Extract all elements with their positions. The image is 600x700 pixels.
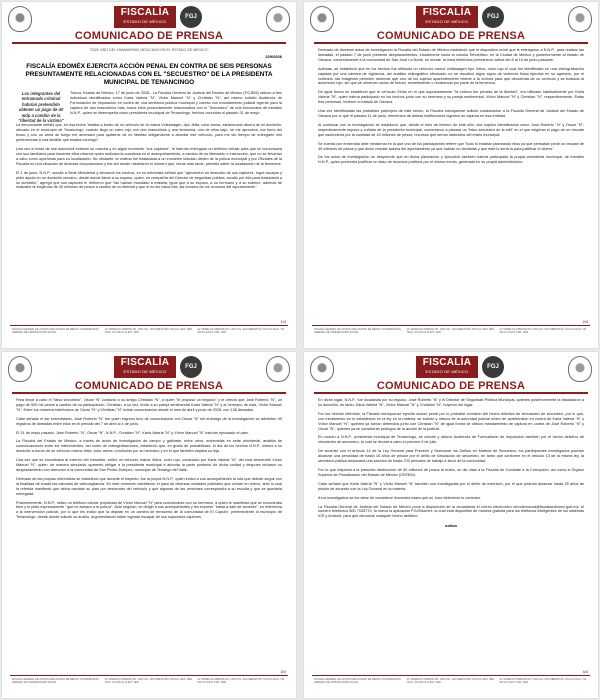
page-body bbox=[318, 48, 584, 169]
fiscalia-logo bbox=[114, 6, 176, 28]
footer-block: AV. MORELOS ORIENTE NO. 1300 COL. SAN SEBASTIÁN TOLUCA, EDO. MÉX. TELS. 722 226 16 11 EXT. 1900 bbox=[104, 328, 193, 334]
page-title: COMUNICADO DE PRENSA bbox=[74, 380, 224, 392]
header bbox=[304, 352, 598, 392]
fiscalia-logo bbox=[114, 356, 176, 378]
paragraph: La denunciante señaló que, en esa fecha "estaba a bordo de un vehículo de la marca Volkswagen, tipo Jetta, color arena, estacionado afuera de mi domicilio, ubicado en el municipio de Tenancingo, cuando llegó un carro rojo con dos masculinos y una femenina, uno de ellos bajó, se me aproximó, me tomó del brazo y con un arma de fuego me amenazó para quitarme de mi libertad obligándome a abordar ese vehículo, para me dio tiempo de entregarle mis pertenencias a una familiar que estaba conmigo". bbox=[16, 123, 282, 143]
lead-section bbox=[16, 91, 282, 123]
page-4 bbox=[304, 352, 598, 698]
footer-block: AV. MORELOS ORIENTE NO. 1300 COL. SAN SEBASTIÁN TOLUCA, EDO. MÉX. TELS. 722 226 16 11 EXT. 1900 bbox=[406, 328, 495, 334]
paragraph: En dicho lugar, N.N.P., fue localizada por su esposo, José Roberto "N" y el Director de Seguridad Pública Municipal, quienes posteriormente la trasladaron a su domicilio, en tanto, Karla Valeria "N", Víctor Manuel "N" y Christian "N", huyeron del lugar. bbox=[318, 398, 584, 407]
page-number: 1/4 bbox=[280, 319, 286, 324]
coat-of-arms-icon bbox=[568, 6, 592, 32]
paragraph: A los investigados se les debe de considerar inocentes hasta que un Juez determine lo contrario. bbox=[318, 495, 482, 500]
paragraph: La Fiscalía General de Justicia del Estado de México pone a disposición de la ciudadanía el correo electrónico cerodenuncia@fiscaliaedomex.gob.mx, el número telefónico 800 7028770, la nueva la aplicación FGJEdoméx, la cual está disponible de manera gratuita para los teléfonos inteligentes de los sistemas iOS y Android, para que denuncie cualquier hecho delictivo. bbox=[318, 504, 584, 519]
paragraph: Por los hechos referidos, la Fiscalía mexiquense ejercitó acción penal por lo probable comisión del hecho delictivo de simulación de secuestro, por lo que, con fundamento en lo establecido en la ley en la materia, se solicitó y obtuvo de la autoridad judicial orden de aprehensión en contra de Karla Valeria "N" y Víctor Manuel "N", quienes ya fueron detenidos junto con Christian "N" de igual forma se obtuvo mandamiento de captura en contra de José Roberto "N" y Oscar "N", quienes ya se consideran prófugos de la acción de la justicia. bbox=[318, 411, 584, 431]
page-title: COMUNICADO DE PRENSA bbox=[376, 30, 526, 42]
paragraph: Una vez a bordo de ese automóvil evitaron su marcha y en algún momento "sus captores", le habrían entregado un teléfono celular para que se comunicara con sus familiares para hacerles ellos mismos quien realizara la cuantiosa en el acompañamiento, a cambio de su liberación e instrucción, que no se llevarían a cabo como oportunas para su localización. No obstante, la víctima fue trasladada a un inmueble ubicado dentro de la policía municipal y por Oficiales de la Fiscalía en una situación de diversas corporaciones y fue ahí donde rastrearon el número que, horas más tarde, permitió saber la localización de la femenina. bbox=[16, 147, 282, 166]
header bbox=[2, 352, 296, 392]
state-crest-icon bbox=[8, 356, 32, 382]
paragraph: Derivado de las propias entrevistas se estableció que durante el trayecto, fue la propia N.N.P., quien indicó a sus acompañantes la ruta que debían seguir con la finalidad de evadir las cámaras de videovigilancia. En este momento advirtieron el paso de diversas unidades policiales que venían en relevo, ante lo cual la referida manifestó que debía cambiar su plan por descender del vehículo y que algunas de las versiones correspondía a su escolta y que se quedaría entregada. bbox=[16, 476, 282, 496]
page-number: 3/4 bbox=[280, 669, 286, 674]
paragraph: Además, se estableció que en los hechos fue utilizado un vehículo marca Volkswagen tipo Virtus, color rojo el cual fue identificado en una videograbación captada por una cámara de vigilancia, del análisis videográfico efectuado no se visualizó algún signo de violencia física ejercida en su agresión, por el contrario, las imágenes permiten observar que uno de los sujetos aparentemente retiene a la víctima para que descienda de su vehículo y se traslada al automotor rojo, sin que se observen actos de fuerza, sometimiento o resistencia por parte de la femenina. bbox=[318, 66, 584, 86]
coat-of-arms-icon bbox=[266, 6, 290, 32]
footer bbox=[312, 325, 590, 342]
paragraph: El 1 de junio, N.N.P., acudió a Sede Ministerial y denunció los hechos, en su entrevista señaló que "aprovechó un descuido de sus captores, logró escapar y pidió ayuda en un domicilio cercano, desde donde llamó a su esposo, quien, en compañía del Director de seguridad pública, acudió por ella para trasladarla a su domicilio", agregó que sus captores le refirieron que "las habían mandado a matarla, igual que a su esposo, a su hermano y a su sobrino, además de realizarle la exigencia de 40 millones de pesos a cambio de su libertad y que si no les hacía ella, las tomaría de los recursos del ayuntamiento". bbox=[16, 170, 282, 190]
footer-block: AV. MORELOS ORIENTE NO. 1300 COL. SAN SEBASTIÁN TOLUCA, EDO. MÉX. TELS. 722 226 16 11 EXT. 1900 bbox=[104, 678, 193, 684]
paragraph: Cabe señalar el ser entrevistado, José Roberto "N" fue quien regresó tuvo de comunicación con Oscar "N" sin embargo de la investigación se advierten 49 registros de llamadas entre ellos en el periodo del 7 de abril al 4 de junio. bbox=[16, 416, 282, 426]
page-body bbox=[16, 398, 282, 524]
coat-of-arms-icon bbox=[266, 356, 290, 382]
motto: "2026. AÑO DEL HUMANISMO MEXICANO EN EL ESTADO DE MÉXICO" bbox=[89, 48, 209, 52]
paragraph: Al continuar con la investigación se estableció que, desde el mes de febrero de este año, dos sujetos identificados como José Roberto "N" y Oscar "N", respectivamente esposo y cuñado de la presidenta municipal, comentaron a planear un "falso secuestro de la edil" en el que exigirían el pago de un rescate que ascendería por la cantidad de 40 millones de pesos, recursos que serían obtenidos del erario municipal. bbox=[318, 122, 584, 137]
fgj-seal-icon: FGJ bbox=[180, 6, 202, 28]
footer-block: FISCALÍA GENERAL DE JUSTICIA DEL ESTADO DE MÉXICO COORDINACIÓN GENERAL DE COMUNICACIÓN SOCIAL bbox=[12, 328, 99, 334]
header bbox=[2, 2, 296, 42]
paragraph: En cuanto a N.N.P., presidenta municipal de Tenancingo, se solicitó y obtuvo Audiencia de Formulación de Imputación también por el hecho delictivo de simulación de secuestro, la cual se llevará a cabo el próximo 9 de julio. bbox=[318, 435, 584, 445]
coat-of-arms-icon bbox=[568, 356, 592, 382]
header-divider bbox=[12, 392, 286, 394]
page-number: 2/4 bbox=[582, 319, 588, 324]
sidebar-summary: Los integrantes del entramado criminal habrían pretendido obtener un pago de 40 mdp a cambio de la "libertad de la víctima" bbox=[18, 91, 64, 124]
logo-sub: ESTADO DE MÉXICO bbox=[123, 19, 167, 24]
header-divider bbox=[314, 42, 588, 44]
logo-name: FISCALÍA bbox=[120, 7, 170, 18]
page-title: COMUNICADO DE PRENSA bbox=[74, 30, 224, 42]
header-divider bbox=[314, 392, 588, 394]
page-body bbox=[318, 398, 584, 528]
paragraph: Para llevar a cabo el "falso secuestro", Oscar "N" contactó a su amigo Christian "N", a quien "le propuso un negocio" y le ofreció que José Roberto "N", un pago de 500 mil pesos a cambio de su participación. Christian, a su vez, invitó a su pareja sentimental Karla Valeria "N" y al hermano de esta, Víctor Manuel "N". Entre los números telefónicos de Oscar "N" y Christian "N" existe comunicación desde el mes de abril y junio de 2026, con 136 llamadas. bbox=[16, 398, 282, 412]
page-3 bbox=[2, 352, 296, 698]
footer-block: AV. MORELOS ORIENTE NO. 1300 COL. SAN SEBASTIÁN TOLUCA, EDO. MÉX. TELS. 722 226 16 11 EXT. 1900 bbox=[406, 678, 495, 684]
bulletin-number: 229/2026 bbox=[265, 54, 282, 59]
header-divider bbox=[12, 42, 286, 44]
fgj-seal-icon: FGJ bbox=[482, 356, 504, 378]
paragraph: Por lo que respecta a la presunta obstrucción de 40 millones de pesos al erario, se dio vista a la Fiscalía de Combate a la Corrupción, así como a Órgano Superior de Fiscalización del Estado de México (OSFEM). bbox=[318, 467, 584, 477]
fgj-seal-icon: FGJ bbox=[180, 356, 202, 378]
logo-name: FISCALÍA bbox=[120, 357, 170, 368]
logo-sub: ESTADO DE MÉXICO bbox=[123, 369, 167, 374]
footer-block: FISCALÍA GENERAL DE JUSTICIA DEL ESTADO DE MÉXICO COORDINACIÓN GENERAL DE COMUNICACIÓN SOCIAL bbox=[314, 328, 401, 334]
header bbox=[304, 2, 598, 42]
paragraph: De igual forma se estableció que el vehículo Virtus en el que supuestamente "la víctima fue privada de la libertad", era utilizado habitualmente por Karla Valeria "N", quien habría participado en los hechos junto con su hermano y su pareja sentimental, Víctor Manuel "N" y Christian "N", respectivamente. Estas tres personas, hicieron el estado de Oaxaca. bbox=[318, 90, 584, 105]
page-title: COMUNICADO DE PRENSA bbox=[376, 380, 526, 392]
page-body bbox=[16, 48, 282, 194]
logo-sub: ESTADO DE MÉXICO bbox=[425, 369, 469, 374]
paragraph: Toluca, Estado de México, 17 de junio de 2026.- La Fiscalía General de Justicia del Estado de México (FGJEM) obtuvo a tres individuos identificados como Karla Valeria "N", Víctor Manuel "N" y Christian "N"; así mismo solicitó Audiencia de Formulación de Imputación en contra de una servidora pública municipal y cuenta con mandamiento judicial vigente para la captura de dos masculinos más, todos ellos presuntamente relacionados con el "Secuestro" de una funcionaria de iniciales N.N.P., quien se desempeña como presidenta municipal de Tenancingo, hechos ocurridos el pasado 31 de mayo. bbox=[70, 91, 282, 115]
footer-block: AV. MORELOS ORIENTE NO. 1300 COL. SAN SEBASTIÁN, TOLUCA TELS. 722 226 16 11 EXT. 1901, 1902 bbox=[499, 678, 587, 684]
paragraph: Se cuenta con entrevista ante ministerial en la que uno de los participantes refiere que "todo lo estaban planeando ellos ya que pensaban pedir un rescate de 40 millones de pesos y que dicho rescate saldría del ayuntamiento ya que habían un dentistas y que este lo serviría para justificar el dinero". bbox=[318, 141, 584, 151]
headline: FISCALÍA EDOMÉX EJERCITA ACCIÓN PENAL EN CONTRA DE SEIS PERSONAS PRESUNTAMENTE RELACIONADAS CON EL "SECUESTRO" DE LA PRESIDENTA MUNICIPAL DE TENANCINGO bbox=[25, 63, 273, 86]
footer-block: AV. MORELOS ORIENTE NO. 1300 COL. SAN SEBASTIÁN, TOLUCA TELS. 722 226 16 11 EXT. 1901, 1902 bbox=[499, 328, 587, 334]
page-2 bbox=[304, 2, 598, 348]
logo-sub: ESTADO DE MÉXICO bbox=[425, 19, 469, 24]
paragraph: Posteriormente, N.N.P., utilizó un teléfono celular propiedad de Víctor Manuel "N" para comunicarse con su hermano, a quien le manifestó que se encontraba bien y le pidió expresamente "que no avisara a la policía". Acto seguido, se dirigió a sus acompañantes y les expresó "hasta a salir de acuerdo", en referencia a la intervención policial, por lo que les indicó que la dejaran en un camino de terracería de la comunidad de El Capulín, perteneciente al municipio de Tenancingo, desde donde solicitó su auxilio, argumentando haber logrado escapar de sus supuestos captores. bbox=[16, 500, 282, 520]
paragraph: De los actos de investigación se desprende que en dicha planeación y ejecución también habría participado la propia presidenta municipal, de iniciales N.N.P., quien pretendía justificar un falso de recursos públicos por el mismo monto, generado en su propia administración. bbox=[318, 155, 584, 165]
paragraph: La Fiscalía del Estado de México, a través de actos de investigación de campo y gabinete, entre otros, entrevistas en sede ministerial, análisis de comunicaciones entre los intervinientes, así como de videograbaciones, estableció que, en grado de probabilidad, el día de los hechos N.N.P., simuló a su domicilio a bordo de un vehículo marca Jetta, color arena, conducido por su hermano y en el que también viajaba su hija. bbox=[16, 439, 282, 454]
footer-block: FISCALÍA GENERAL DE JUSTICIA DEL ESTADO DE MÉXICO COORDINACIÓN GENERAL DE COMUNICACIÓN SOCIAL bbox=[314, 678, 401, 684]
end-mark: oo0oo bbox=[445, 523, 457, 529]
fiscalia-logo bbox=[416, 6, 478, 28]
footer bbox=[10, 325, 288, 342]
paragraph: El 31 de mayo pasado, José Roberto "N", Oscar "N", N.N.P., Christian "N", Karla Valeria "N" y Víctor Manuel "N" habrían ejecutado el plan. bbox=[16, 430, 249, 435]
paragraph: Una vez que se encontraba al exterior del inmueble, arribó un vehículo marca Virtus, color rojo, conducido por Karla Valeria "N", del cual descendió Víctor Manuel "N", quien, de manera simulada, aparentó obligar a la presidenta municipal a abordar la parte posterior de dicha unidad y después iniciaron su desplazamiento con dirección a la comunidad de San Pedro Zictepec, municipio de Tenango del Valle. bbox=[16, 458, 282, 472]
state-crest-icon bbox=[8, 6, 32, 32]
footer-block: AV. MORELOS ORIENTE NO. 1300 COL. SAN SEBASTIÁN, TOLUCA TELS. 722 226 16 11 EXT. 1901, 1902 bbox=[197, 328, 285, 334]
page-number: 4/4 bbox=[582, 669, 588, 674]
page-1 bbox=[2, 2, 296, 348]
paragraph: De acuerdo con el artículo 14 de la Ley General para Prevenir y Sancionar los Delitos en Materia de Secuestro, los participantes investigados podrían alcanzar una penalidad de hasta 16 años de prisión por el delito de simulación de secuestro, en tanto que conforme en el artículo 13 de la misma ley, la servidora pública alcanzaría una sanción de hasta 700 periodos de trabajo a favor de la comunidad. bbox=[318, 449, 584, 464]
logo-name: FISCALÍA bbox=[422, 357, 472, 368]
paragraph: Una vez identificadas las probables partícipes de este hecho, la Fiscalía mexiquense solicitó colaboración a la Fiscalía General de Justicia del Estado de Oaxaca por lo que el pasado 11 de junio, elementos de ambas instituciones lograron su captura en esa entidad. bbox=[318, 109, 584, 118]
paragraph: Derivado de diversos actos de investigación la Fiscalía del Estado de México estableció que el dispositivo móvil que le entregaron a N.N.P., para realizar las llamadas, el pasado 7 de junio presentó desplazamientos, inicialmente hacia la colonia Tehuehilco, en la Ciudad de México y posteriormente al estado de Oaxaca, concretamente a la comunidad de San José La Norte, en donde, la línea telefónica permaneció activa del 8 al 10 de junio pasados. bbox=[318, 48, 584, 62]
footer bbox=[312, 675, 590, 692]
fiscalia-logo bbox=[416, 356, 478, 378]
logo-name: FISCALÍA bbox=[422, 7, 472, 18]
fgj-seal-icon: FGJ bbox=[482, 6, 504, 28]
footer bbox=[10, 675, 288, 692]
footer-block: FISCALÍA GENERAL DE JUSTICIA DEL ESTADO DE MÉXICO COORDINACIÓN GENERAL DE COMUNICACIÓN SOCIAL bbox=[12, 678, 99, 684]
state-crest-icon bbox=[310, 356, 334, 382]
paragraph: Cabe señalar que Karla Valeria "N" y Víctor Manuel "N" también son investigadas por el delito de extorsión, por el que podrían alcanzar hasta 25 años de prisión de acuerdo con la Ley General en la materia. bbox=[318, 481, 584, 491]
footer-block: AV. MORELOS ORIENTE NO. 1300 COL. SAN SEBASTIÁN, TOLUCA TELS. 722 226 16 11 EXT. 1901, 1902 bbox=[197, 678, 285, 684]
state-crest-icon bbox=[310, 6, 334, 32]
